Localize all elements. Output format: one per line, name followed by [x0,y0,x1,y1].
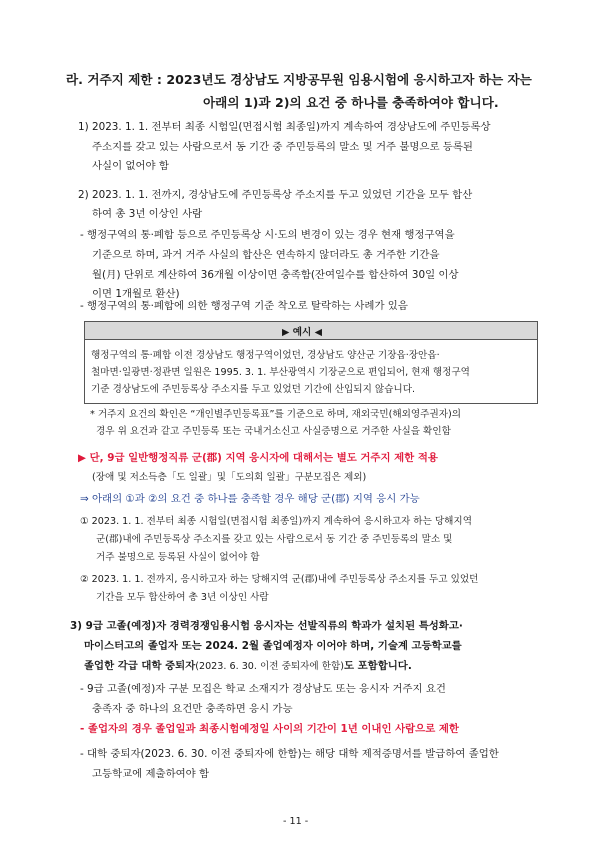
page-number: - 11 - [283,816,309,827]
exception-c2-line1: ② 2023. 1. 1. 전까지, 응시하고자 하는 당해지역 군(郡)내에 주민등록상 주소지를 두고 있었던 [80,574,479,585]
item2-sub1-line1: - 행정구역의 통·폐합 등으로 주민등록상 시·도의 변경이 있는 경우 현재 행정구역을 [80,229,455,241]
item2-sub1-line4: 이면 1개월로 환산) [92,288,180,300]
item1-line3: 사실이 없어야 함 [92,160,169,172]
item3-line3-part-c: 도 포함합니다. [343,660,412,672]
item3-sub1-line1: - 9급 고졸(예정)자 구분 모집은 학교 소재지가 경상남도 또는 응시자 거주지 요건 [80,683,446,695]
example-line2: 철마면·일광면·정관면 일원은 1995. 3. 1. 부산광역시 기장군으로 편입되어, 현재 행정구역 [91,367,470,378]
exception-c1-line1: ① 2023. 1. 1. 전부터 최종 시험일(면접시험 최종일)까지 계속하여 응시하고자 하는 당해지역 [80,516,472,527]
example-line3: 기준 경상남도에 주민등록상 주소지를 두고 있었던 기간에 산입되지 않습니다. [91,384,416,395]
exception-c1-line2: 군(郡)내에 주민등록상 주소지를 갖고 있는 사람으로서 동 기간 중 주민등록의 말소 및 [96,534,453,545]
item1-line1: 1) 2023. 1. 1. 전부터 최종 시험일(면접시험 최종일)까지 계속하여 경상남도에 주민등록상 [78,121,491,133]
item3-line3 [84,657,412,672]
item3-sub2: - 졸업자의 경우 졸업일과 최종시험예정일 사이의 기간이 1년 이내인 사람으로 제한 [80,723,459,735]
item3-line1: 3) 9급 고졸(예정)자 경력경쟁임용시험 응시자는 선발직류의 학과가 설치된 특성화고· [70,620,463,632]
exception-note: (장애 및 저소득층「도 일괄」및「도의회 일괄」구분모집은 제외) [92,472,367,483]
example-box-header [85,322,537,340]
exception-c2-line2: 기간을 모두 합산하여 총 3년 이상인 사람 [96,592,269,603]
section-heading-line1: 라. 거주지 제한 : 2023년도 경상남도 지방공무원 임용시험에 응시하고자 하는 자는 [66,72,532,87]
item3-line2: 마이스터고의 졸업자 또는 2024. 2월 졸업예정자 이어야 하며, 기술계 고등학교를 [84,640,462,652]
item3-sub3-line2: 고등학교에 제출하여야 함 [92,768,210,780]
item3-sub3-line1: - 대학 중퇴자(2023. 6. 30. 이전 중퇴자에 한함)는 해당 대학 제적증명서를 발급하여 졸업한 [80,748,499,760]
item2-line2: 하여 총 3년 이상인 사람 [92,208,203,220]
exception-title: ▶ 단, 9급 일반행정직류 군(郡) 지역 응시자에 대해서는 별도 거주지 제한 적용 [78,452,438,464]
note-line2: 경우 위 요건과 같고 주민등록 또는 국내거소신고 사실증명으로 거주한 사실을 확인함 [96,426,451,437]
item2-sub1-line3: 월(月) 단위로 계산하여 36개월 이상이면 충족함(잔여일수를 합산하여 30일 이상 [92,269,459,281]
item2-sub2: - 행정구역의 통·폐합에 의한 행정구역 기준 착오로 탈락하는 사례가 있음 [80,300,408,312]
item3-line3-part-b: (2023. 6. 30. 이전 중퇴자에 한함) [195,661,344,672]
item2-sub1-line2: 기준으로 하며, 과거 거주 사실의 합산은 연속하지 않더라도 총 거주한 기간을 [92,249,440,261]
item1-line2: 주소지를 갖고 있는 사람으로서 동 기간 중 주민등록의 말소 및 거주 불명으로 등록된 [92,141,473,153]
example-box [84,321,538,404]
note-line1: * 거주지 요건의 확인은 “개인별주민등록표”를 기준으로 하며, 재외국민(해외영주권자)의 [90,409,461,420]
exception-condition: ⇒ 아래의 ①과 ②의 요건 중 하나를 충족할 경우 해당 군(郡) 지역 응시 가능 [80,493,420,505]
item3-sub1-line2: 충족자 중 하나의 요건만 충족하면 응시 가능 [92,703,293,715]
example-line1: 행정구역의 통·폐합 이전 경상남도 행정구역이었던, 경상남도 양산군 기장읍·장안읍· [91,350,440,361]
example-title: ▶ 예시 ◀ [282,327,322,338]
item2-line1: 2) 2023. 1. 1. 전까지, 경상남도에 주민등록상 주소지를 두고 있었던 기간을 모두 합산 [78,189,473,201]
section-heading-line2: 아래의 1)과 2)의 요건 중 하나를 충족하여야 합니다. [203,95,499,110]
exception-c1-line3: 거주 불명으로 등록된 사실이 없어야 함 [96,552,260,563]
item3-line3-part-a: 졸업한 각급 대학 중퇴자 [84,660,196,672]
